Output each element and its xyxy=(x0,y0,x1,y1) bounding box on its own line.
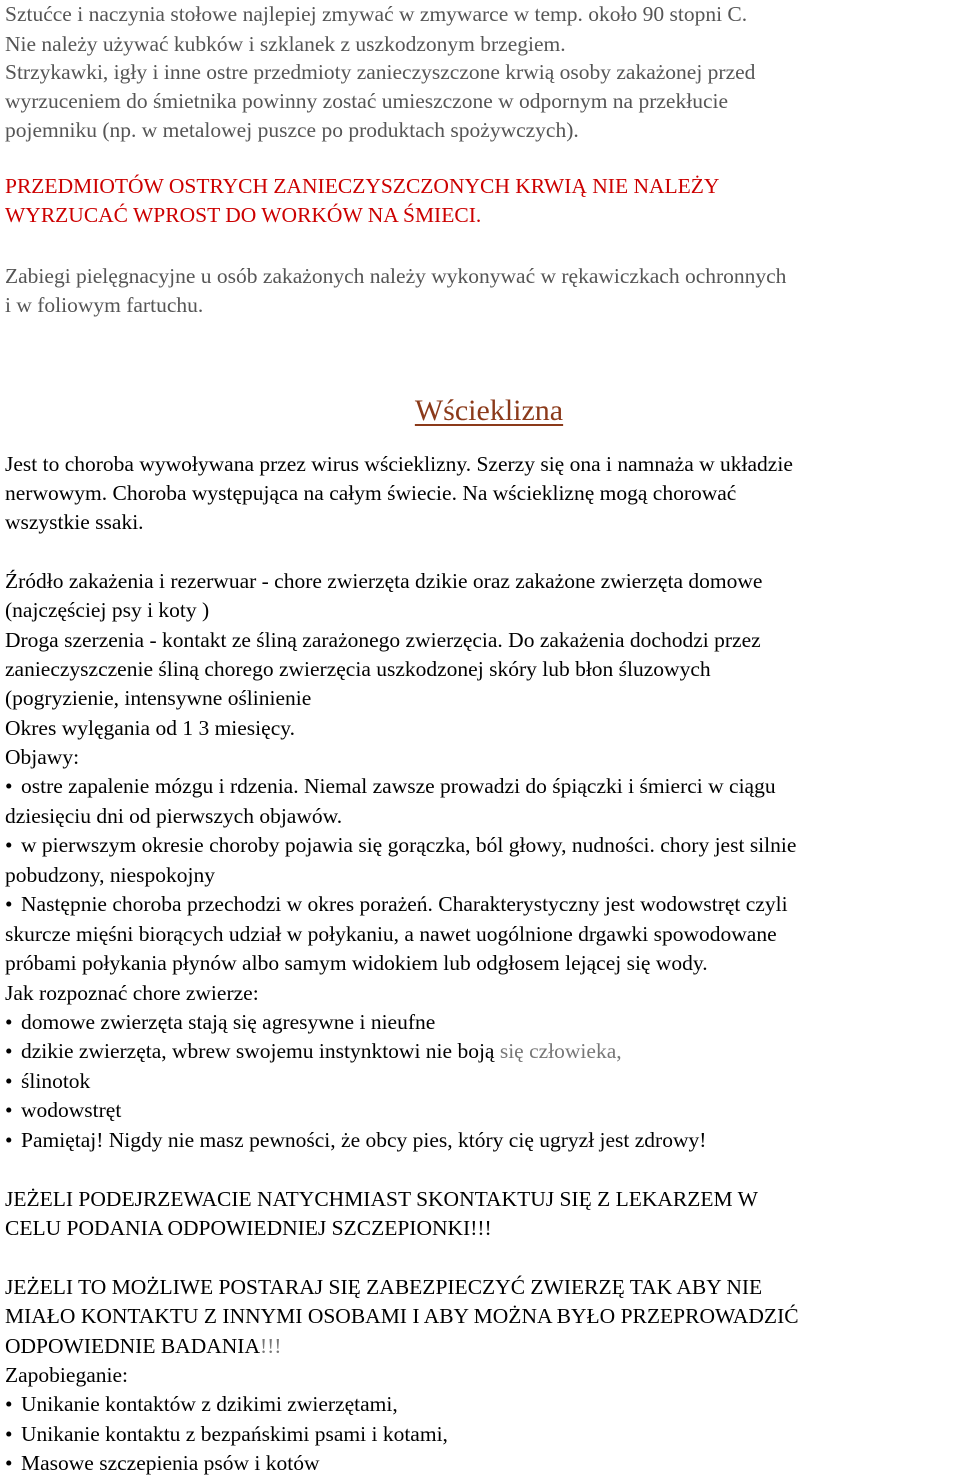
caps-line: JEŻELI PODEJRZEWACIE NATYCHMIAST SKONTAKTUJ SIĘ Z LEKARZEM W xyxy=(5,1187,758,1211)
list-item xyxy=(5,1394,398,1416)
caps-text-grey: !!! xyxy=(259,1334,282,1358)
paragraph-line: Okres wylęgania od 1 3 miesięcy. xyxy=(5,716,295,740)
list-item-text: ślinotok xyxy=(21,1069,91,1093)
bullet-icon: • xyxy=(5,1069,13,1093)
list-item-text: wodowstręt xyxy=(21,1098,122,1122)
caps-line: CELU PODANIA ODPOWIEDNIEJ SZCZEPIONKI!!! xyxy=(5,1216,492,1240)
paragraph-line: Jest to choroba wywoływana przez wirus wścieklizny. Szerzy się ona i namnaża w układzie xyxy=(5,452,793,476)
paragraph-line: pojemniku (np. w metalowej puszce po produktach spożywczych). xyxy=(5,118,579,142)
list-item-text-grey: się człowieka, xyxy=(499,1039,622,1063)
bullet-icon: • xyxy=(5,1392,13,1416)
list-item xyxy=(5,1071,90,1093)
bullet-icon: • xyxy=(5,1451,13,1475)
caps-line xyxy=(5,1336,281,1358)
list-item xyxy=(5,1012,435,1034)
list-item xyxy=(5,1130,706,1152)
paragraph-line: wyrzuceniem do śmietnika powinny zostać umieszczone w odpornym na przekłucie xyxy=(5,89,729,113)
list-item-text: Unikanie kontaktu z bezpańskimi psami i kotami, xyxy=(21,1422,448,1446)
list-item xyxy=(5,1424,448,1446)
paragraph-line: Nie należy używać kubków i szklanek z uszkodzonym brzegiem. xyxy=(5,32,566,56)
bullet-icon: • xyxy=(5,774,13,798)
bullet-icon: • xyxy=(5,1010,13,1034)
list-item-text: Masowe szczepienia psów i kotów xyxy=(21,1451,320,1475)
list-item-text: Następnie choroba przechodzi w okres porażeń. Charakterystyczny jest wodowstręt czyli xyxy=(21,892,788,916)
list-heading: Zapobieganie: xyxy=(5,1363,128,1387)
caps-line: MIAŁO KONTAKTU Z INNYMI OSOBAMI I ABY MOŻNA BYŁO PRZEPROWADZIĆ xyxy=(5,1304,799,1328)
paragraph-line: Źródło zakażenia i rezerwuar - chore zwierzęta dzikie oraz zakażone zwierzęta domowe xyxy=(5,569,763,593)
paragraph-line: Sztućce i naczynia stołowe najlepiej zmywać w zmywarce w temp. około 90 stopni C. xyxy=(5,2,748,26)
paragraph-line: próbami połykania płynów albo samym widokiem lub odgłosem lejącej się wody. xyxy=(5,951,708,975)
paragraph-line: (pogryzienie, intensywne oślinienie xyxy=(5,686,312,710)
bullet-icon: • xyxy=(5,1039,13,1063)
caps-line: JEŻELI TO MOŻLIWE POSTARAJ SIĘ ZABEZPIECZYĆ ZWIERZĘ TAK ABY NIE xyxy=(5,1275,763,1299)
paragraph-line: wszystkie ssaki. xyxy=(5,510,144,534)
paragraph-line: (najczęściej psy i koty ) xyxy=(5,598,210,622)
list-item xyxy=(5,1453,320,1475)
section-heading: Wścieklizna xyxy=(414,394,564,427)
list-heading: Objawy: xyxy=(5,745,80,769)
list-item-text: dzikie zwierzęta, wbrew swojemu instynktowi nie boją xyxy=(21,1039,500,1063)
list-item xyxy=(5,776,776,798)
list-item-text: w pierwszym okresie choroby pojawia się gorączka, ból głowy, nudności. chory jest silnie xyxy=(21,833,797,857)
bullet-icon: • xyxy=(5,1128,13,1152)
paragraph-line: dziesięciu dni od pierwszych objawów. xyxy=(5,804,343,828)
bullet-icon: • xyxy=(5,833,13,857)
warning-line: PRZEDMIOTÓW OSTRYCH ZANIECZYSZCZONYCH KRWIĄ NIE NALEŻY xyxy=(5,174,720,198)
paragraph-line: Zabiegi pielęgnacyjne u osób zakażonych należy wykonywać w rękawiczkach ochronnych xyxy=(5,264,787,288)
list-item xyxy=(5,1041,622,1063)
bullet-icon: • xyxy=(5,892,13,916)
warning-line: WYRZUCAĆ WPROST DO WORKÓW NA ŚMIECI. xyxy=(5,203,482,227)
paragraph-line: skurcze mięśni biorących udział w połykaniu, a nawet uogólnione drgawki spowodowane xyxy=(5,922,777,946)
paragraph-line: Droga szerzenia - kontakt ze śliną zarażonego zwierzęcia. Do zakażenia dochodzi przez xyxy=(5,628,761,652)
list-item xyxy=(5,1100,121,1122)
caps-text: ODPOWIEDNIE BADANIA xyxy=(5,1334,260,1358)
paragraph-line: nerwowym. Choroba występująca na całym świecie. Na wściekliznę mogą chorować xyxy=(5,481,737,505)
list-item-text: Pamiętaj! Nigdy nie masz pewności, że obcy pies, który cię ugryzł jest zdrowy! xyxy=(21,1128,707,1152)
list-item-text: ostre zapalenie mózgu i rdzenia. Niemal zawsze prowadzi do śpiączki i śmierci w ciągu xyxy=(21,774,776,798)
list-item xyxy=(5,835,796,857)
paragraph-line: pobudzony, niespokojny xyxy=(5,863,216,887)
list-item xyxy=(5,894,788,916)
paragraph-line: zanieczyszczenie śliną chorego zwierzęcia uszkodzonej skóry lub błon śluzowych xyxy=(5,657,711,681)
paragraph-line: i w foliowym fartuchu. xyxy=(5,293,204,317)
list-item-text: Unikanie kontaktów z dzikimi zwierzętami, xyxy=(21,1392,398,1416)
paragraph-line: Strzykawki, igły i inne ostre przedmioty zanieczyszczone krwią osoby zakażonej przed xyxy=(5,60,756,84)
list-heading: Jak rozpoznać chore zwierze: xyxy=(5,981,259,1005)
bullet-icon: • xyxy=(5,1098,13,1122)
list-item-text: domowe zwierzęta stają się agresywne i nieufne xyxy=(21,1010,436,1034)
bullet-icon: • xyxy=(5,1422,13,1446)
